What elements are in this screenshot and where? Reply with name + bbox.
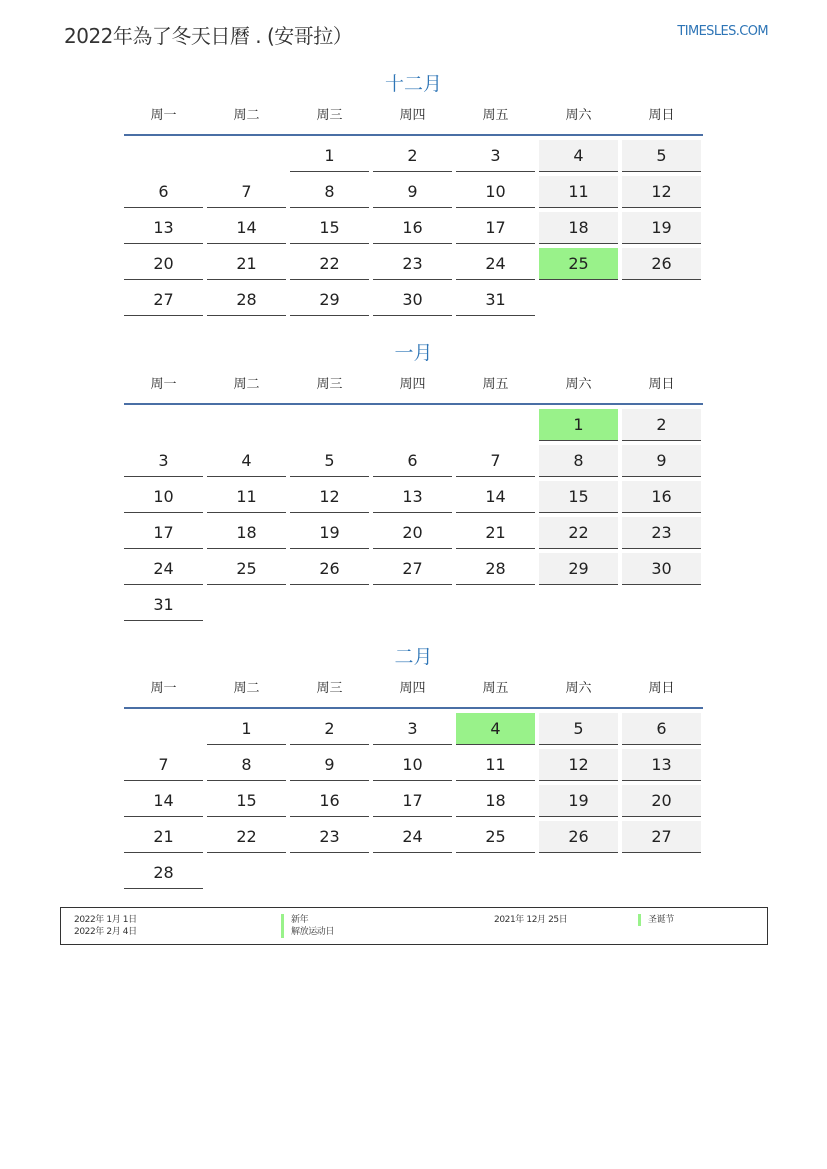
month-title: 十二月 <box>384 73 442 95</box>
day-cell: 16 <box>373 212 452 244</box>
legend-date: 2021年 12月 25日 <box>494 915 568 925</box>
day-cell: 5 <box>622 140 701 172</box>
empty-cell <box>622 284 701 316</box>
legend-holiday-name: 新年 <box>281 914 308 926</box>
empty-cell <box>373 857 452 889</box>
week-row <box>124 445 703 481</box>
week-row <box>124 517 703 553</box>
day-cell: 4 <box>456 713 535 745</box>
empty-cell <box>373 589 452 621</box>
day-cell: 8 <box>290 176 369 208</box>
weekday-label: 周一 <box>150 377 177 392</box>
day-cell: 22 <box>539 517 618 549</box>
empty-cell <box>539 284 618 316</box>
weeks-grid <box>124 405 703 625</box>
empty-cell <box>124 140 203 172</box>
month-february <box>124 637 703 893</box>
week-row <box>124 140 703 176</box>
weekday-label: 周三 <box>316 108 343 123</box>
day-cell: 8 <box>207 749 286 781</box>
day-cell: 5 <box>539 713 618 745</box>
day-cell: 7 <box>456 445 535 477</box>
day-cell: 8 <box>539 445 618 477</box>
day-cell: 9 <box>622 445 701 477</box>
day-cell: 10 <box>456 176 535 208</box>
day-cell: 27 <box>124 284 203 316</box>
empty-cell <box>539 857 618 889</box>
day-cell: 23 <box>290 821 369 853</box>
day-cell: 13 <box>622 749 701 781</box>
day-cell: 2 <box>290 713 369 745</box>
empty-cell <box>124 409 203 441</box>
week-row <box>124 409 703 445</box>
empty-cell <box>622 857 701 889</box>
legend-date: 2022年 1月 1日 <box>74 915 137 925</box>
day-cell: 4 <box>539 140 618 172</box>
day-cell: 16 <box>622 481 701 513</box>
weekday-label: 周四 <box>399 681 426 696</box>
day-cell: 17 <box>373 785 452 817</box>
day-cell: 17 <box>124 517 203 549</box>
day-cell: 27 <box>622 821 701 853</box>
week-row <box>124 749 703 785</box>
day-cell: 10 <box>124 481 203 513</box>
week-row <box>124 589 703 625</box>
empty-cell <box>456 589 535 621</box>
day-cell: 28 <box>124 857 203 889</box>
day-cell: 20 <box>124 248 203 280</box>
day-cell: 16 <box>290 785 369 817</box>
day-cell: 9 <box>290 749 369 781</box>
day-cell: 24 <box>373 821 452 853</box>
weekday-label: 周一 <box>150 108 177 123</box>
day-cell: 6 <box>124 176 203 208</box>
day-cell: 20 <box>373 517 452 549</box>
day-cell: 14 <box>124 785 203 817</box>
empty-cell <box>622 589 701 621</box>
day-cell: 10 <box>373 749 452 781</box>
day-cell: 5 <box>290 445 369 477</box>
day-cell: 21 <box>124 821 203 853</box>
month-title: 一月 <box>394 342 433 364</box>
day-cell: 18 <box>539 212 618 244</box>
day-cell: 11 <box>539 176 618 208</box>
day-cell: 22 <box>290 248 369 280</box>
day-cell: 1 <box>290 140 369 172</box>
weeks-grid <box>124 136 703 320</box>
day-cell: 18 <box>207 517 286 549</box>
empty-cell <box>124 713 203 745</box>
day-cell: 13 <box>124 212 203 244</box>
empty-cell <box>539 589 618 621</box>
day-cell: 28 <box>456 553 535 585</box>
day-cell: 31 <box>456 284 535 316</box>
day-cell: 25 <box>207 553 286 585</box>
day-cell: 22 <box>207 821 286 853</box>
day-cell: 19 <box>290 517 369 549</box>
empty-cell <box>207 409 286 441</box>
weekday-header-row <box>124 677 703 709</box>
weekday-label: 周二 <box>233 681 260 696</box>
day-cell: 31 <box>124 589 203 621</box>
week-row <box>124 284 703 320</box>
day-cell: 24 <box>124 553 203 585</box>
weekday-label: 周日 <box>648 681 675 696</box>
day-cell: 6 <box>373 445 452 477</box>
empty-cell <box>290 857 369 889</box>
day-cell: 26 <box>622 248 701 280</box>
weekday-label: 周二 <box>233 108 260 123</box>
weekday-label: 周三 <box>316 377 343 392</box>
day-cell: 19 <box>622 212 701 244</box>
day-cell: 20 <box>622 785 701 817</box>
day-cell: 15 <box>207 785 286 817</box>
week-row <box>124 821 703 857</box>
empty-cell <box>207 140 286 172</box>
week-row <box>124 176 703 212</box>
weekday-label: 周四 <box>399 377 426 392</box>
weekday-label: 周日 <box>648 108 675 123</box>
day-cell: 1 <box>207 713 286 745</box>
week-row <box>124 713 703 749</box>
weekday-label: 周四 <box>399 108 426 123</box>
day-cell: 21 <box>456 517 535 549</box>
site-link[interactable]: TIMESLES.COM <box>677 24 768 39</box>
day-cell: 18 <box>456 785 535 817</box>
day-cell: 23 <box>373 248 452 280</box>
day-cell: 11 <box>207 481 286 513</box>
day-cell: 7 <box>207 176 286 208</box>
week-row <box>124 212 703 248</box>
legend-date: 2022年 2月 4日 <box>74 927 137 937</box>
weekday-label: 周六 <box>565 377 592 392</box>
week-row <box>124 248 703 284</box>
day-cell: 12 <box>622 176 701 208</box>
day-cell: 30 <box>373 284 452 316</box>
weekday-label: 周五 <box>482 681 509 696</box>
day-cell: 7 <box>124 749 203 781</box>
weekday-label: 周三 <box>316 681 343 696</box>
empty-cell <box>373 409 452 441</box>
weeks-grid <box>124 709 703 893</box>
page-title: 2022年為了冬天日曆 . (安哥拉） <box>64 24 353 48</box>
day-cell: 28 <box>207 284 286 316</box>
day-cell: 3 <box>124 445 203 477</box>
day-cell: 12 <box>539 749 618 781</box>
day-cell: 26 <box>290 553 369 585</box>
month-january <box>124 333 703 625</box>
day-cell: 12 <box>290 481 369 513</box>
weekday-label: 周五 <box>482 108 509 123</box>
empty-cell <box>290 589 369 621</box>
weekday-header-row <box>124 373 703 405</box>
day-cell: 14 <box>207 212 286 244</box>
weekday-header-row <box>124 104 703 136</box>
week-row <box>124 857 703 893</box>
day-cell: 13 <box>373 481 452 513</box>
empty-cell <box>456 857 535 889</box>
day-cell: 14 <box>456 481 535 513</box>
day-cell: 26 <box>539 821 618 853</box>
legend-holiday-name: 圣诞节 <box>638 914 674 926</box>
month-title: 二月 <box>394 646 433 668</box>
weekday-label: 周六 <box>565 108 592 123</box>
weekday-label: 周二 <box>233 377 260 392</box>
holiday-legend <box>60 907 768 945</box>
week-row <box>124 785 703 821</box>
day-cell: 3 <box>373 713 452 745</box>
weekday-label: 周五 <box>482 377 509 392</box>
day-cell: 25 <box>539 248 618 280</box>
day-cell: 6 <box>622 713 701 745</box>
day-cell: 24 <box>456 248 535 280</box>
empty-cell <box>290 409 369 441</box>
day-cell: 21 <box>207 248 286 280</box>
day-cell: 17 <box>456 212 535 244</box>
weekday-label: 周一 <box>150 681 177 696</box>
day-cell: 4 <box>207 445 286 477</box>
day-cell: 27 <box>373 553 452 585</box>
weekday-label: 周六 <box>565 681 592 696</box>
day-cell: 2 <box>622 409 701 441</box>
empty-cell <box>207 589 286 621</box>
empty-cell <box>207 857 286 889</box>
day-cell: 15 <box>290 212 369 244</box>
week-row <box>124 553 703 589</box>
day-cell: 9 <box>373 176 452 208</box>
weekday-label: 周日 <box>648 377 675 392</box>
day-cell: 23 <box>622 517 701 549</box>
month-december <box>124 64 703 320</box>
day-cell: 15 <box>539 481 618 513</box>
day-cell: 30 <box>622 553 701 585</box>
legend-holiday-name: 解放运动日 <box>281 926 334 938</box>
day-cell: 19 <box>539 785 618 817</box>
day-cell: 2 <box>373 140 452 172</box>
day-cell: 3 <box>456 140 535 172</box>
day-cell: 25 <box>456 821 535 853</box>
day-cell: 1 <box>539 409 618 441</box>
day-cell: 29 <box>539 553 618 585</box>
day-cell: 29 <box>290 284 369 316</box>
day-cell: 11 <box>456 749 535 781</box>
empty-cell <box>456 409 535 441</box>
week-row <box>124 481 703 517</box>
